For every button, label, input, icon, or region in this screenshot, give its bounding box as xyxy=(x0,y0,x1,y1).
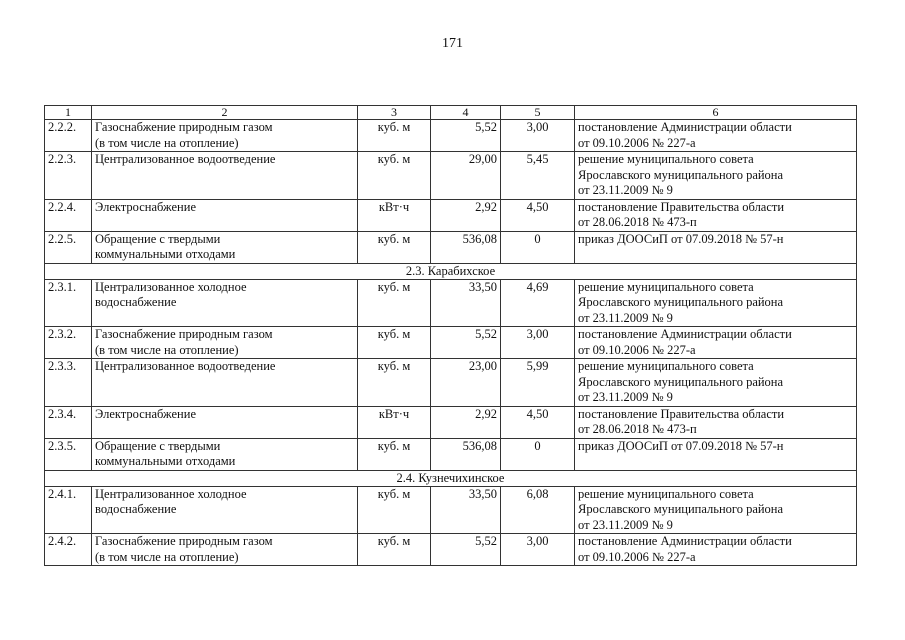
tariff-value: 6,08 xyxy=(501,486,575,534)
row-number: 2.3.5. xyxy=(45,438,92,470)
service-name-line: коммунальными отходами xyxy=(95,247,236,261)
header-cell-2: 2 xyxy=(92,106,358,120)
legal-basis-line: от 23.11.2009 № 9 xyxy=(578,390,673,404)
table-row xyxy=(45,486,857,534)
legal-basis-line: от 09.10.2006 № 227-а xyxy=(578,549,696,564)
tariff-value: 3,00 xyxy=(501,534,575,566)
service-name-line: Централизованное холодное xyxy=(95,279,247,294)
unit: куб. м xyxy=(358,120,431,152)
legal-basis-line: постановление Администрации области xyxy=(578,534,792,548)
table-row xyxy=(45,120,857,152)
service-name-line: Газоснабжение природным газом xyxy=(95,327,273,341)
page-number: 171 xyxy=(442,36,463,51)
section-title: 2.4. Кузнечихинское xyxy=(45,470,857,486)
tariff-value: 5,99 xyxy=(501,359,575,407)
unit: куб. м xyxy=(358,534,431,566)
service-name xyxy=(92,486,358,534)
service-name-line: Электроснабжение xyxy=(95,199,196,214)
norm-value: 29,00 xyxy=(431,152,501,200)
service-name-line: (в том числе на отопление) xyxy=(95,135,239,150)
section-title: 2.3. Карабихское xyxy=(45,263,857,279)
norm-value: 33,50 xyxy=(431,486,501,534)
service-name xyxy=(92,438,358,470)
table-row xyxy=(45,279,857,327)
legal-basis xyxy=(575,534,857,566)
tariff-value: 5,45 xyxy=(501,152,575,200)
norm-value: 23,00 xyxy=(431,359,501,407)
service-name xyxy=(92,359,358,407)
service-name-line: Обращение с твердыми xyxy=(95,231,221,246)
service-name-line: Электроснабжение xyxy=(95,406,196,421)
legal-basis xyxy=(575,279,857,327)
norm-value: 536,08 xyxy=(431,438,501,470)
service-name xyxy=(92,406,358,438)
header-cell-3: 3 xyxy=(358,106,431,120)
unit: куб. м xyxy=(358,231,431,263)
tariff-value: 3,00 xyxy=(501,327,575,359)
service-name xyxy=(92,279,358,327)
row-number: 2.3.3. xyxy=(45,359,92,407)
tariff-value: 4,50 xyxy=(501,199,575,231)
service-name-line: водоснабжение xyxy=(95,295,177,309)
legal-basis-line: постановление Правительства области xyxy=(578,199,785,214)
row-number: 2.3.2. xyxy=(45,327,92,359)
header-cell-1: 1 xyxy=(45,106,92,120)
legal-basis-line: от 09.10.2006 № 227-а xyxy=(578,342,696,357)
row-number: 2.2.5. xyxy=(45,231,92,263)
legal-basis-line: решение муниципального совета xyxy=(578,359,754,373)
legal-basis-line: решение муниципального совета xyxy=(578,152,754,166)
legal-basis-line: постановление Правительства области xyxy=(578,406,785,421)
legal-basis xyxy=(575,327,857,359)
service-name xyxy=(92,534,358,566)
legal-basis-line: от 09.10.2006 № 227-а xyxy=(578,135,696,150)
tariff-value: 0 xyxy=(501,231,575,263)
legal-basis xyxy=(575,486,857,534)
legal-basis-line: решение муниципального совета xyxy=(578,279,754,294)
legal-basis xyxy=(575,359,857,407)
service-name-line: Обращение с твердыми xyxy=(95,438,221,453)
table-body xyxy=(45,106,857,566)
norm-value: 536,08 xyxy=(431,231,501,263)
tariff-value: 4,69 xyxy=(501,279,575,327)
table-row xyxy=(45,406,857,438)
service-name xyxy=(92,199,358,231)
service-name-line: Централизованное водоотведение xyxy=(95,359,276,373)
row-number: 2.4.2. xyxy=(45,534,92,566)
unit: куб. м xyxy=(358,279,431,327)
legal-basis-line: от 28.06.2018 № 473-п xyxy=(578,215,697,229)
norm-value: 2,92 xyxy=(431,199,501,231)
table-row xyxy=(45,231,857,263)
legal-basis-line: Ярославского муниципального района xyxy=(578,374,784,389)
service-name-line: коммунальными отходами xyxy=(95,454,236,468)
service-name-line: Газоснабжение природным газом xyxy=(95,120,273,134)
unit: кВт·ч xyxy=(358,199,431,231)
section-row xyxy=(45,470,857,486)
legal-basis xyxy=(575,231,857,263)
legal-basis-line: приказ ДООСиП от 07.09.2018 № 57-н xyxy=(578,231,784,246)
service-name xyxy=(92,120,358,152)
row-number: 2.2.3. xyxy=(45,152,92,200)
tariff-value: 3,00 xyxy=(501,120,575,152)
legal-basis-line: Ярославского муниципального района xyxy=(578,295,784,309)
legal-basis xyxy=(575,199,857,231)
tariff-table xyxy=(44,105,857,566)
service-name-line: Централизованное холодное xyxy=(95,486,247,501)
unit: куб. м xyxy=(358,327,431,359)
legal-basis xyxy=(575,152,857,200)
unit: куб. м xyxy=(358,152,431,200)
unit: куб. м xyxy=(358,359,431,407)
table-row xyxy=(45,359,857,407)
legal-basis xyxy=(575,406,857,438)
row-number: 2.2.2. xyxy=(45,120,92,152)
tariff-value: 0 xyxy=(501,438,575,470)
service-name xyxy=(92,152,358,200)
legal-basis xyxy=(575,438,857,470)
norm-value: 2,92 xyxy=(431,406,501,438)
header-cell-5: 5 xyxy=(501,106,575,120)
legal-basis-line: от 23.11.2009 № 9 xyxy=(578,310,673,325)
table-row xyxy=(45,152,857,200)
unit: куб. м xyxy=(358,486,431,534)
table-row xyxy=(45,327,857,359)
service-name xyxy=(92,327,358,359)
table-row xyxy=(45,438,857,470)
table-row xyxy=(45,199,857,231)
legal-basis-line: от 28.06.2018 № 473-п xyxy=(578,422,697,436)
table-header-row xyxy=(45,106,857,120)
legal-basis-line: Ярославского муниципального района xyxy=(578,502,784,516)
legal-basis-line: решение муниципального совета xyxy=(578,486,754,501)
row-number: 2.4.1. xyxy=(45,486,92,534)
legal-basis-line: постановление Администрации области xyxy=(578,120,792,134)
row-number: 2.2.4. xyxy=(45,199,92,231)
unit: кВт·ч xyxy=(358,406,431,438)
service-name-line: (в том числе на отопление) xyxy=(95,549,239,564)
service-name-line: Централизованное водоотведение xyxy=(95,152,276,166)
row-number: 2.3.1. xyxy=(45,279,92,327)
legal-basis-line: приказ ДООСиП от 07.09.2018 № 57-н xyxy=(578,438,784,453)
legal-basis-line: от 23.11.2009 № 9 xyxy=(578,517,673,532)
service-name-line: (в том числе на отопление) xyxy=(95,342,239,357)
legal-basis xyxy=(575,120,857,152)
service-name-line: водоснабжение xyxy=(95,502,177,516)
header-cell-6: 6 xyxy=(575,106,857,120)
table-row xyxy=(45,534,857,566)
norm-value: 5,52 xyxy=(431,120,501,152)
row-number: 2.3.4. xyxy=(45,406,92,438)
tariff-value: 4,50 xyxy=(501,406,575,438)
section-row xyxy=(45,263,857,279)
unit: куб. м xyxy=(358,438,431,470)
norm-value: 5,52 xyxy=(431,534,501,566)
legal-basis-line: Ярославского муниципального района xyxy=(578,167,784,182)
service-name-line: Газоснабжение природным газом xyxy=(95,534,273,548)
legal-basis-line: постановление Администрации области xyxy=(578,327,792,341)
legal-basis-line: от 23.11.2009 № 9 xyxy=(578,183,673,197)
norm-value: 33,50 xyxy=(431,279,501,327)
header-cell-4: 4 xyxy=(431,106,501,120)
service-name xyxy=(92,231,358,263)
norm-value: 5,52 xyxy=(431,327,501,359)
